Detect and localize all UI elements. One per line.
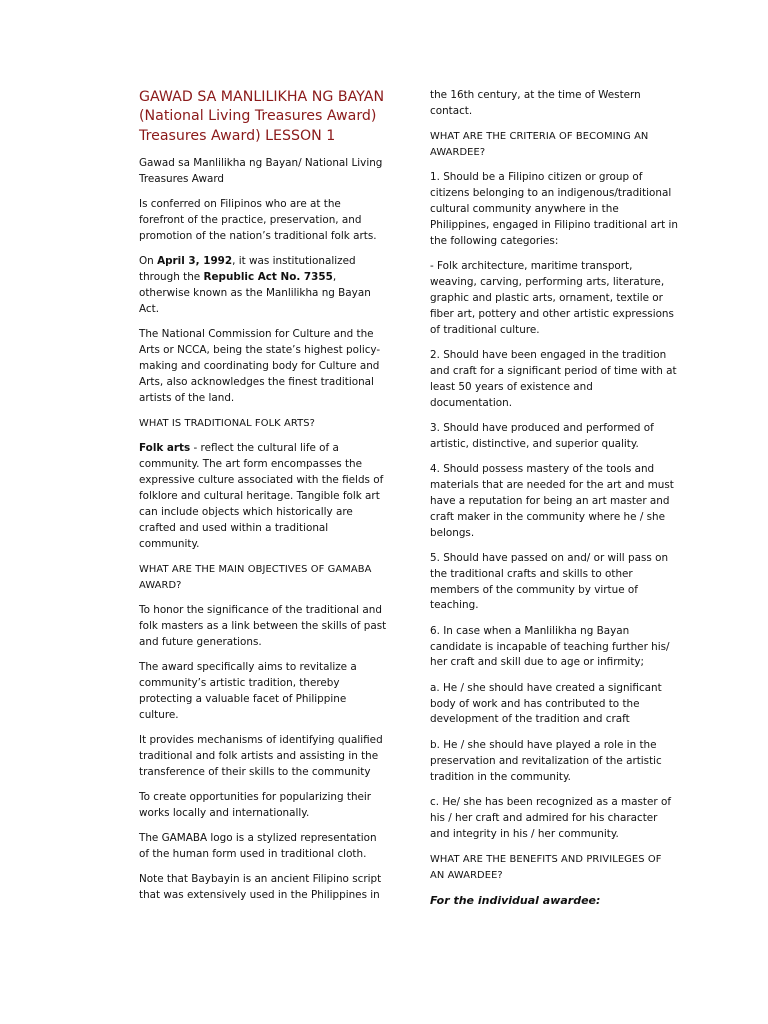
criteria-item: 2. Should have been engaged in the tradition and craft for a significant period of time with at least 50 years of existence and documentation. — [430, 348, 677, 409]
objective-paragraph: To honor the significance of the traditional and folk masters as a link between the skills of past and future generations. — [139, 604, 387, 648]
intro-paragraph: Gawad sa Manlilikha ng Bayan/ National Living Treasures Award — [139, 157, 383, 186]
folk-arts-paragraph — [139, 441, 387, 552]
institutionalized-paragraph — [139, 254, 387, 318]
objective-paragraph: It provides mechanisms of identifying qualified traditional and folk artists and assisting in the transference of their skills to the community — [139, 733, 383, 778]
act-bold: Republic Act No. 7355 — [203, 271, 333, 284]
criteria-item: 3. Should have produced and performed of artistic, distinctive, and superior quality. — [430, 421, 654, 450]
text-run: , it was institutionalized through the — [139, 255, 356, 284]
conferred-paragraph: Is conferred on Filipinos who are at the forefront of the practice, preservation, and promotion of the nation’s traditional folk arts. — [139, 198, 377, 243]
ncca-paragraph: The National Commission for Culture and the Arts or NCCA, being the state’s highest policy-making and coordinating body for Culture and Arts, also acknowledges the finest traditional artists of the land. — [139, 328, 381, 404]
baybayin-continued-paragraph: the 16th century, at the time of Western contact. — [430, 89, 641, 117]
criteria-subitem: a. He / she should have created a significant body of work and has contributed to the development of the tradition and craft — [430, 681, 662, 726]
text-run: - reflect the cultural life of a community. The art form encompasses the expressive culture associated with the fields of folklore and cultural heritage. Tangible folk art can include objects which historically are crafted and used within a traditional community. — [139, 442, 384, 550]
criteria-item: 5. Should have passed on and/ or will pass on the traditional crafts and skills to other members of the community by virtue of teaching. — [430, 551, 669, 612]
objective-paragraph: To create opportunities for popularizing their works locally and internationally. — [139, 791, 372, 819]
text-run: , otherwise known as the Manlilikha ng Bayan Act. — [139, 271, 371, 316]
section-heading-folk-arts: WHAT IS TRADITIONAL FOLK ARTS? — [139, 418, 315, 430]
criteria-subitem: c. He/ she has been recognized as a master of his / her craft and admired for his character and integrity in his / her community. — [430, 795, 671, 840]
criteria-item: 1. Should be a Filipino citizen or group of citizens belonging to an indigenous/traditional cultural community anywhere in the Philippines, engaged in Filipino traditional art in the following categories: — [430, 171, 678, 247]
date-bold: April 3, 1992 — [157, 255, 233, 268]
left-column — [139, 88, 387, 913]
criteria-item: 6. In case when a Manlilikha ng Bayan candidate is incapable of teaching further his/ her craft and skill due to age or infirmity; — [430, 624, 670, 669]
baybayin-paragraph: Note that Baybayin is an ancient Filipino script that was extensively used in the Philippines in — [139, 873, 382, 902]
criteria-subitem: b. He / she should have played a role in the preservation and revitalization of the artistic tradition in the community. — [430, 738, 662, 783]
section-heading-criteria: WHAT ARE THE CRITERIA OF BECOMING AN AWARDEE? — [430, 131, 649, 159]
right-column — [430, 88, 678, 918]
individual-awardee-heading: For the individual awardee: — [430, 893, 601, 907]
criteria-categories: - Folk architecture, maritime transport, weaving, carving, performing arts, literature, graphic and plastic arts, ornament, textile or fiber art, pottery and other artistic expressions of traditional culture. — [430, 260, 674, 336]
logo-paragraph: The GAMABA logo is a stylized representation of the human form used in traditional cloth. — [139, 832, 377, 861]
section-heading-benefits: WHAT ARE THE BENEFITS AND PRIVILEGES OF AN AWARDEE? — [430, 853, 662, 881]
text-run: On — [139, 255, 158, 268]
objective-paragraph: The award specifically aims to revitalize a community’s artistic tradition, thereby protecting a valuable facet of Philippine culture. — [139, 661, 357, 721]
criteria-item: 4. Should possess mastery of the tools and materials that are needed for the art and must have a reputation for being an art master and craft maker in the community where he / she belongs. — [430, 462, 674, 539]
document-title: GAWAD SA MANLILIKHA NG BAYAN (National Living Treasures Award) Treasures Award) LESSON 1 — [139, 89, 385, 144]
folk-arts-term: Folk arts — [139, 442, 191, 455]
section-heading-objectives: WHAT ARE THE MAIN OBJECTIVES OF GAMABA AWARD? — [139, 563, 372, 591]
